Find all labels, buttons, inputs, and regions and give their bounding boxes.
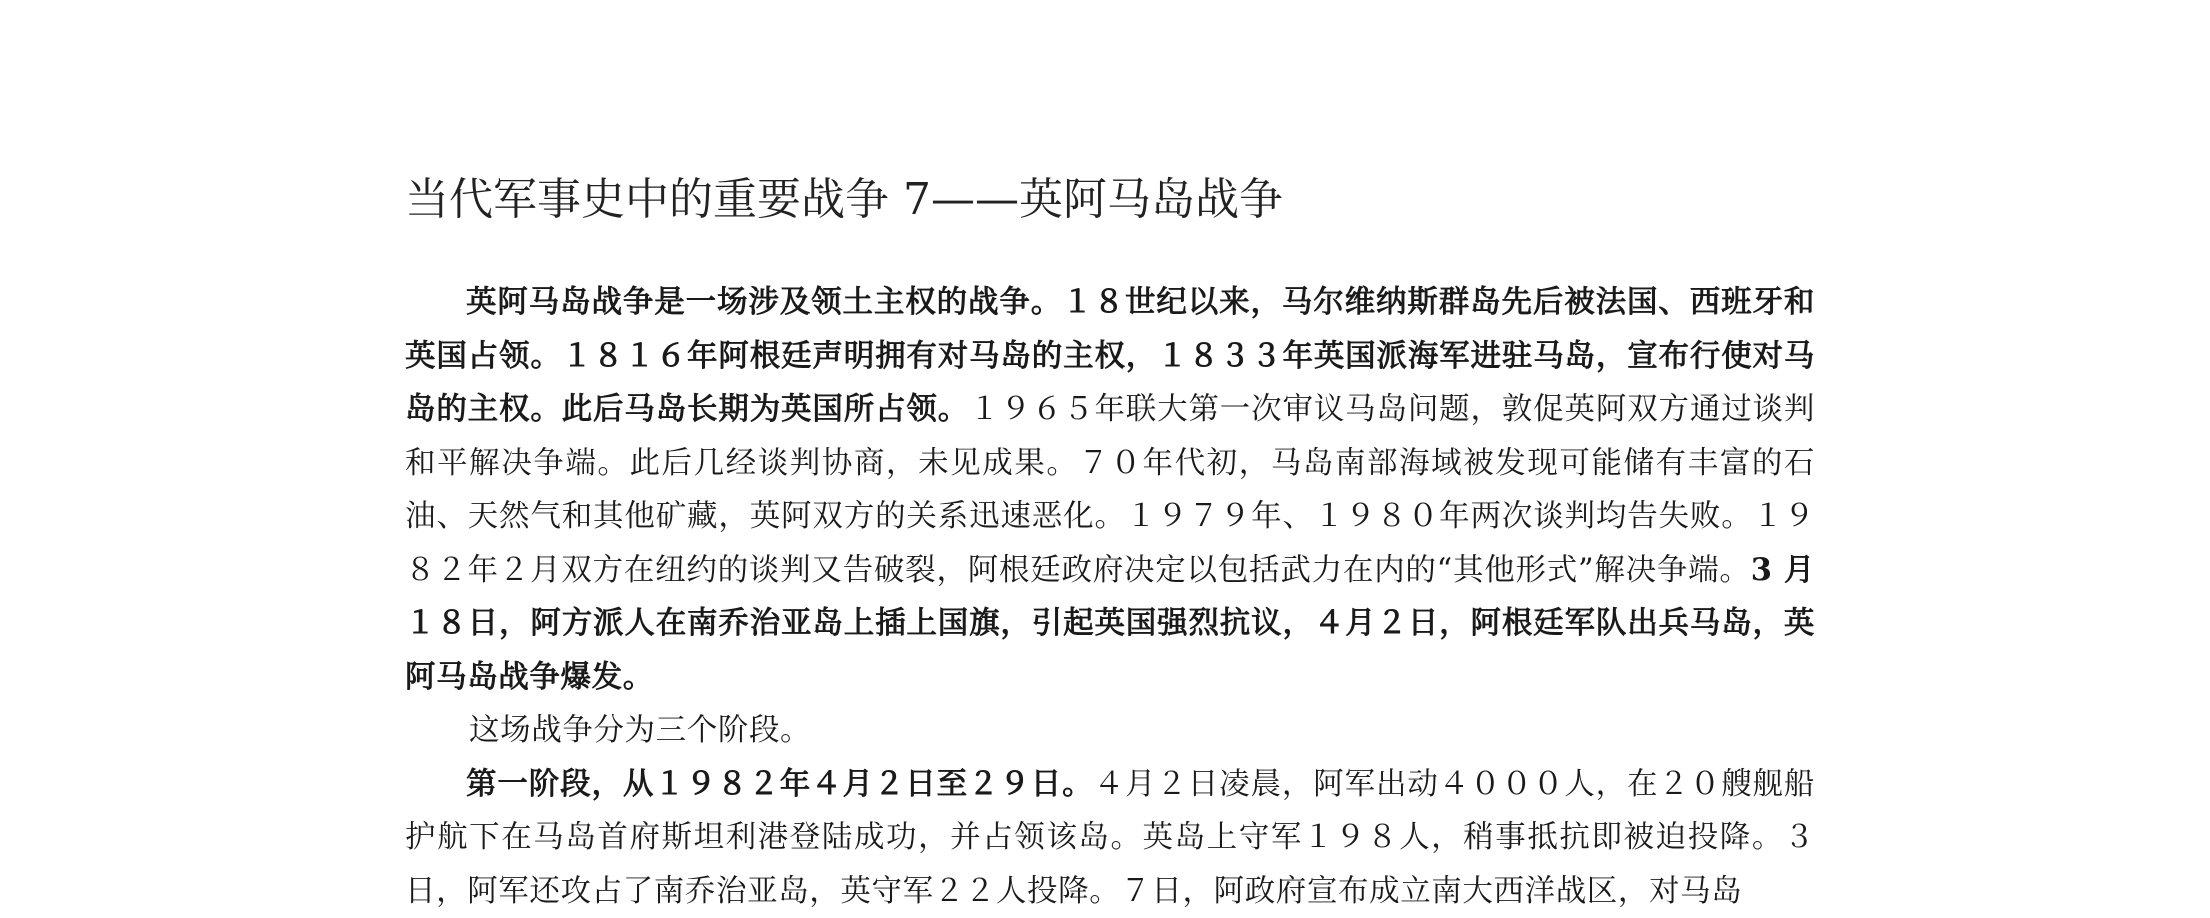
document-body bbox=[405, 168, 1815, 918]
paragraph-stage-one bbox=[405, 758, 1815, 918]
paragraph-intro bbox=[405, 276, 1815, 704]
paragraph-stages: 这场战争分为三个阶段。 bbox=[405, 704, 1815, 758]
bold-text: 3 月１８日，阿方派人在南乔治亚岛上插上国旗，引起英国强烈抗议，４月２日，阿根廷军队出兵马岛，英阿马岛战争爆发。 bbox=[405, 552, 1815, 695]
document-title: 当代军事史中的重要战争 7——英阿马岛战争 bbox=[405, 168, 1815, 232]
bold-text: 英阿马岛战争是一场涉及领土主权的战争。１８世纪以来，马尔维纳斯群岛先后被法国、西班牙和英国占领。１８１６年阿根廷声明拥有对马岛的主权，１８３３年英国派海军进驻马岛，宣布行使对马岛的主权。此后马岛长期为英国所占领。 bbox=[405, 284, 1815, 427]
body-text: ４月２日凌晨，阿军出动４０００人，在２０艘舰船护航下在马岛首府斯坦利港登陆成功，并占领该岛。英岛上守军１９８人，稍事抵抗即被迫投降。３日，阿军还攻占了南乔治亚岛，英守军２２人投降。７日，阿政府宣布成立南大西洋战区，对马岛 bbox=[405, 767, 1815, 909]
body-text: １９６５年联大第一次审议马岛问题，敦促英阿双方通过谈判和平解决争端。此后几经谈判协商，未见成果。７０年代初，马岛南部海域被发现可能储有丰富的石油、天然气和其他矿藏，英阿双方的关系迅速恶化。１９７９年、１９８０年两次谈判均告失败。１９８２年２月双方在纽约的谈判又告破裂，阿根廷政府决定以包括武力在内的“其他形式”解决争端。 bbox=[405, 392, 1815, 588]
bold-text: 第一阶段，从１９８２年４月２日至２９日。 bbox=[466, 766, 1094, 802]
